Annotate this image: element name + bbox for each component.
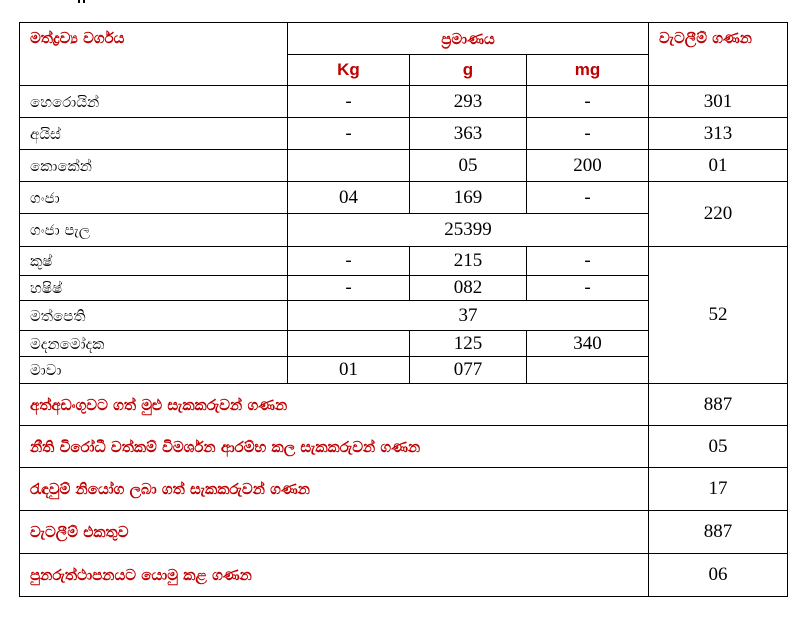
raid-count: 01	[649, 150, 788, 182]
qty-mg: -	[527, 247, 649, 276]
drug-name: මත්පෙති	[20, 301, 288, 331]
summary-label-raid-total: වැටලීම් එකතුව	[20, 511, 649, 554]
summary-value-detention: 17	[649, 468, 788, 511]
qty-mg: -	[527, 86, 649, 118]
qty-kg	[288, 331, 410, 357]
drug-name: කුෂ්	[20, 247, 288, 276]
drug-name: ගංජා පැල	[20, 214, 288, 247]
drug-name: ගංජා	[20, 182, 288, 214]
summary-label-rehabilitation: පුනරුත්ථාපනයට යොමු කළ ගණන	[20, 554, 649, 597]
summary-row	[20, 426, 788, 468]
drug-name: මදනමෝදක	[20, 331, 288, 357]
table-row	[20, 86, 788, 118]
qty-kg: -	[288, 118, 410, 150]
qty-kg: -	[288, 86, 410, 118]
page-top-mark	[78, 0, 88, 4]
qty-g: 077	[410, 357, 527, 384]
qty-mg: -	[527, 182, 649, 214]
drug-name: අයිස්	[20, 118, 288, 150]
qty-kg: -	[288, 276, 410, 301]
summary-label-arrested: අත්අඩංගුවට ගත් මුළු සැකකරුවන් ගණන	[20, 384, 649, 426]
summary-value-investigations: 05	[649, 426, 788, 468]
qty-kg: -	[288, 247, 410, 276]
summary-label-detention: රැඳවුම් නියෝග ලබා ගත් සැකකරුවන් ගණන	[20, 468, 649, 511]
qty-kg: 04	[288, 182, 410, 214]
qty-merged: 37	[288, 301, 649, 331]
qty-mg: 340	[527, 331, 649, 357]
qty-mg	[527, 357, 649, 384]
qty-kg	[288, 150, 410, 182]
header-raid-count: වැටලීම් ගණන	[649, 23, 788, 86]
header-unit-g: g	[410, 55, 527, 86]
raid-count: 301	[649, 86, 788, 118]
qty-g: 169	[410, 182, 527, 214]
qty-mg: 200	[527, 150, 649, 182]
qty-g: 082	[410, 276, 527, 301]
qty-g: 125	[410, 331, 527, 357]
summary-row	[20, 511, 788, 554]
qty-kg: 01	[288, 357, 410, 384]
summary-value-arrested: 887	[649, 384, 788, 426]
qty-mg: -	[527, 276, 649, 301]
raid-count-other-group: 52	[649, 247, 788, 384]
header-unit-mg: mg	[527, 55, 649, 86]
summary-row	[20, 554, 788, 597]
raid-count-ganja-group: 220	[649, 182, 788, 247]
summary-value-rehabilitation: 06	[649, 554, 788, 597]
table-row	[20, 247, 788, 276]
qty-g: 05	[410, 150, 527, 182]
raid-count: 313	[649, 118, 788, 150]
header-unit-kg: Kg	[288, 55, 410, 86]
qty-g: 363	[410, 118, 527, 150]
table-row	[20, 150, 788, 182]
header-row	[20, 23, 788, 55]
summary-row	[20, 384, 788, 426]
table-row	[20, 182, 788, 214]
qty-mg: -	[527, 118, 649, 150]
table-row	[20, 118, 788, 150]
summary-value-raid-total: 887	[649, 511, 788, 554]
summary-row	[20, 468, 788, 511]
drug-name: කොකේන්	[20, 150, 288, 182]
qty-g: 293	[410, 86, 527, 118]
header-quantity: ප්‍රමාණය	[288, 23, 649, 55]
drug-name: මාවා	[20, 357, 288, 384]
qty-g: 215	[410, 247, 527, 276]
qty-merged: 25399	[288, 214, 649, 247]
drug-name: හෂිෂ්	[20, 276, 288, 301]
drug-seizure-table	[19, 22, 788, 597]
drug-name: හෙරොයින්	[20, 86, 288, 118]
summary-label-investigations: නීති විරෝධී වත්කම් විමර්ශන ආරම්භ කල සැකකරුවන් ගණන	[20, 426, 649, 468]
header-drug-type: මත්ද්‍රව්‍ය වර්ගය	[20, 23, 288, 86]
